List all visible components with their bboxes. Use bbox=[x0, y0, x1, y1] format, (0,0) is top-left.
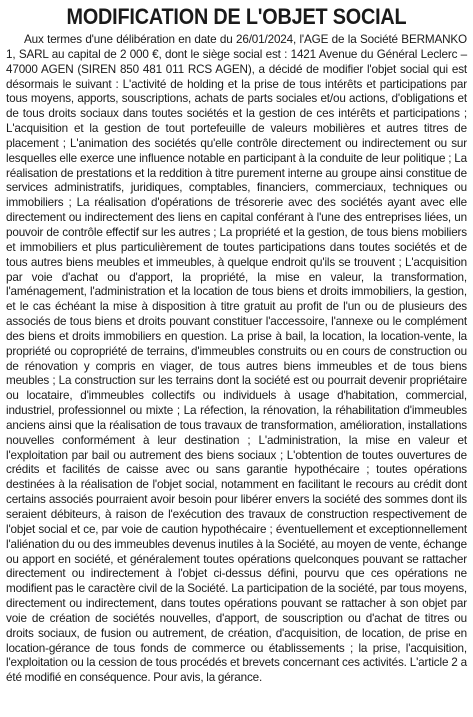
notice-title: MODIFICATION DE L'OBJET SOCIAL bbox=[66, 4, 407, 29]
notice-body: Aux termes d'une délibération en date du 26/01/2024, l'AGE de la Société BERMANKO 1, SARL au capital de 2 000 €, dont le siège social est : 1421 Avenue du Général Leclerc – 47000 AGEN (SIREN 850 481 011 RCS AGEN), a décidé de modifier l'objet social qui est désormais le suivant : L'activité de holding et la prise de tous intérêts et participations par tous moyens, apports, souscriptions, achats de parts sociales et/ou actions, d'obligations et de tous droits sociaux dans toutes sociétés et la gestion de ces intérêts et participations ; L'acquisition et la gestion de tout portefeuille de valeurs mobilières et autres titres de placement ; L'animation des sociétés qu'elle contrôle directement ou indirectement ou sur lesquelles elle exerce une influence notable en participant à la conduite de leur politique ; La réalisation de prestations et la reddition à titre purement interne au groupe ainsi constitue de services administratifs, juridiques, comptables, financiers, commerciaux, techniques ou immobiliers ; La réalisation d'opérations de trésorerie avec des sociétés ayant avec elle directement ou indirectement des liens en capital conférant à l'une des entreprises liées, un pouvoir de contrôle effectif sur les autres ; La propriété et la gestion, de tous biens mobiliers et immobiliers et plus particulièrement de toutes participations dans toutes sociétés et de tous autres biens meubles et immeubles, à quelque endroit qu'ils se trouvent ; L'acquisition par voie d'achat ou d'apport, la propriété, la mise en valeur, la transformation, l'aménagement, l'administration et la location de tous biens et droits immobiliers, la gestion, et le cas échéant la mise à disposition à titre gratuit au profit de l'un ou de plusieurs des associés de tous biens et droits pouvant constituer l'accessoire, l'annexe ou le complément des biens et droits immobiliers en question. La prise à bail, la location, la location-vente, la propriété ou copropriété de terrains, d'immeubles construits ou en cours de construction ou de rénovation y compris en viager, de tous autres biens immeubles et de tous biens meubles ; La construction sur les terrains dont la société est ou pourrait devenir propriétaire ou locataire, d'immeubles collectifs ou individuels à usage d'habitation, commercial, industriel, professionnel ou mixte ; La réfection, la rénovation, la réhabilitation d'immeubles anciens ainsi que la réalisation de tous travaux de transformation, amélioration, installations nouvelles conformément à leur destination ; L'administration, la mise en valeur et l'exploitation par bail ou autrement des biens sociaux ; L'obtention de toutes ouvertures de crédits et facilités de caisse avec ou sans garantie hypothécaire ; toutes opérations destinées à la réalisation de l'objet social, notamment en facilitant le recours au crédit dont certains associés pourraient avoir besoin pour libérer envers la société des sommes dont ils seraient débiteurs, à raison de l'exécution des travaux de construction respectivement de l'objet social et ce, par voie de caution hypothécaire ; éventuellement et exceptionnellement l'aliénation du ou des immeubles devenus inutiles à la Société, au moyen de vente, échange ou apport en société, et généralement toutes opérations quelconques pouvant se rattacher directement ou indirectement à l'objet ci-dessus défini, pourvu que ces opérations ne modifient pas le caractère civil de la Société. La participation de la société, par tous moyens, directement ou indirectement, dans toutes opérations pouvant se rattacher à son objet par voie de création de sociétés nouvelles, d'apport, de souscription ou d'achat de titres ou droits sociaux, de fusion ou autrement, de création, d'acquisition, de location, de prise en location-gérance de tous fonds de commerce ou établissements ; la prise, l'acquisition, l'exploitation ou la cession de tous procédés et brevets concernant ces activités. L'article 2 a été modifié en conséquence. Pour avis, la gérance. bbox=[6, 33, 467, 685]
